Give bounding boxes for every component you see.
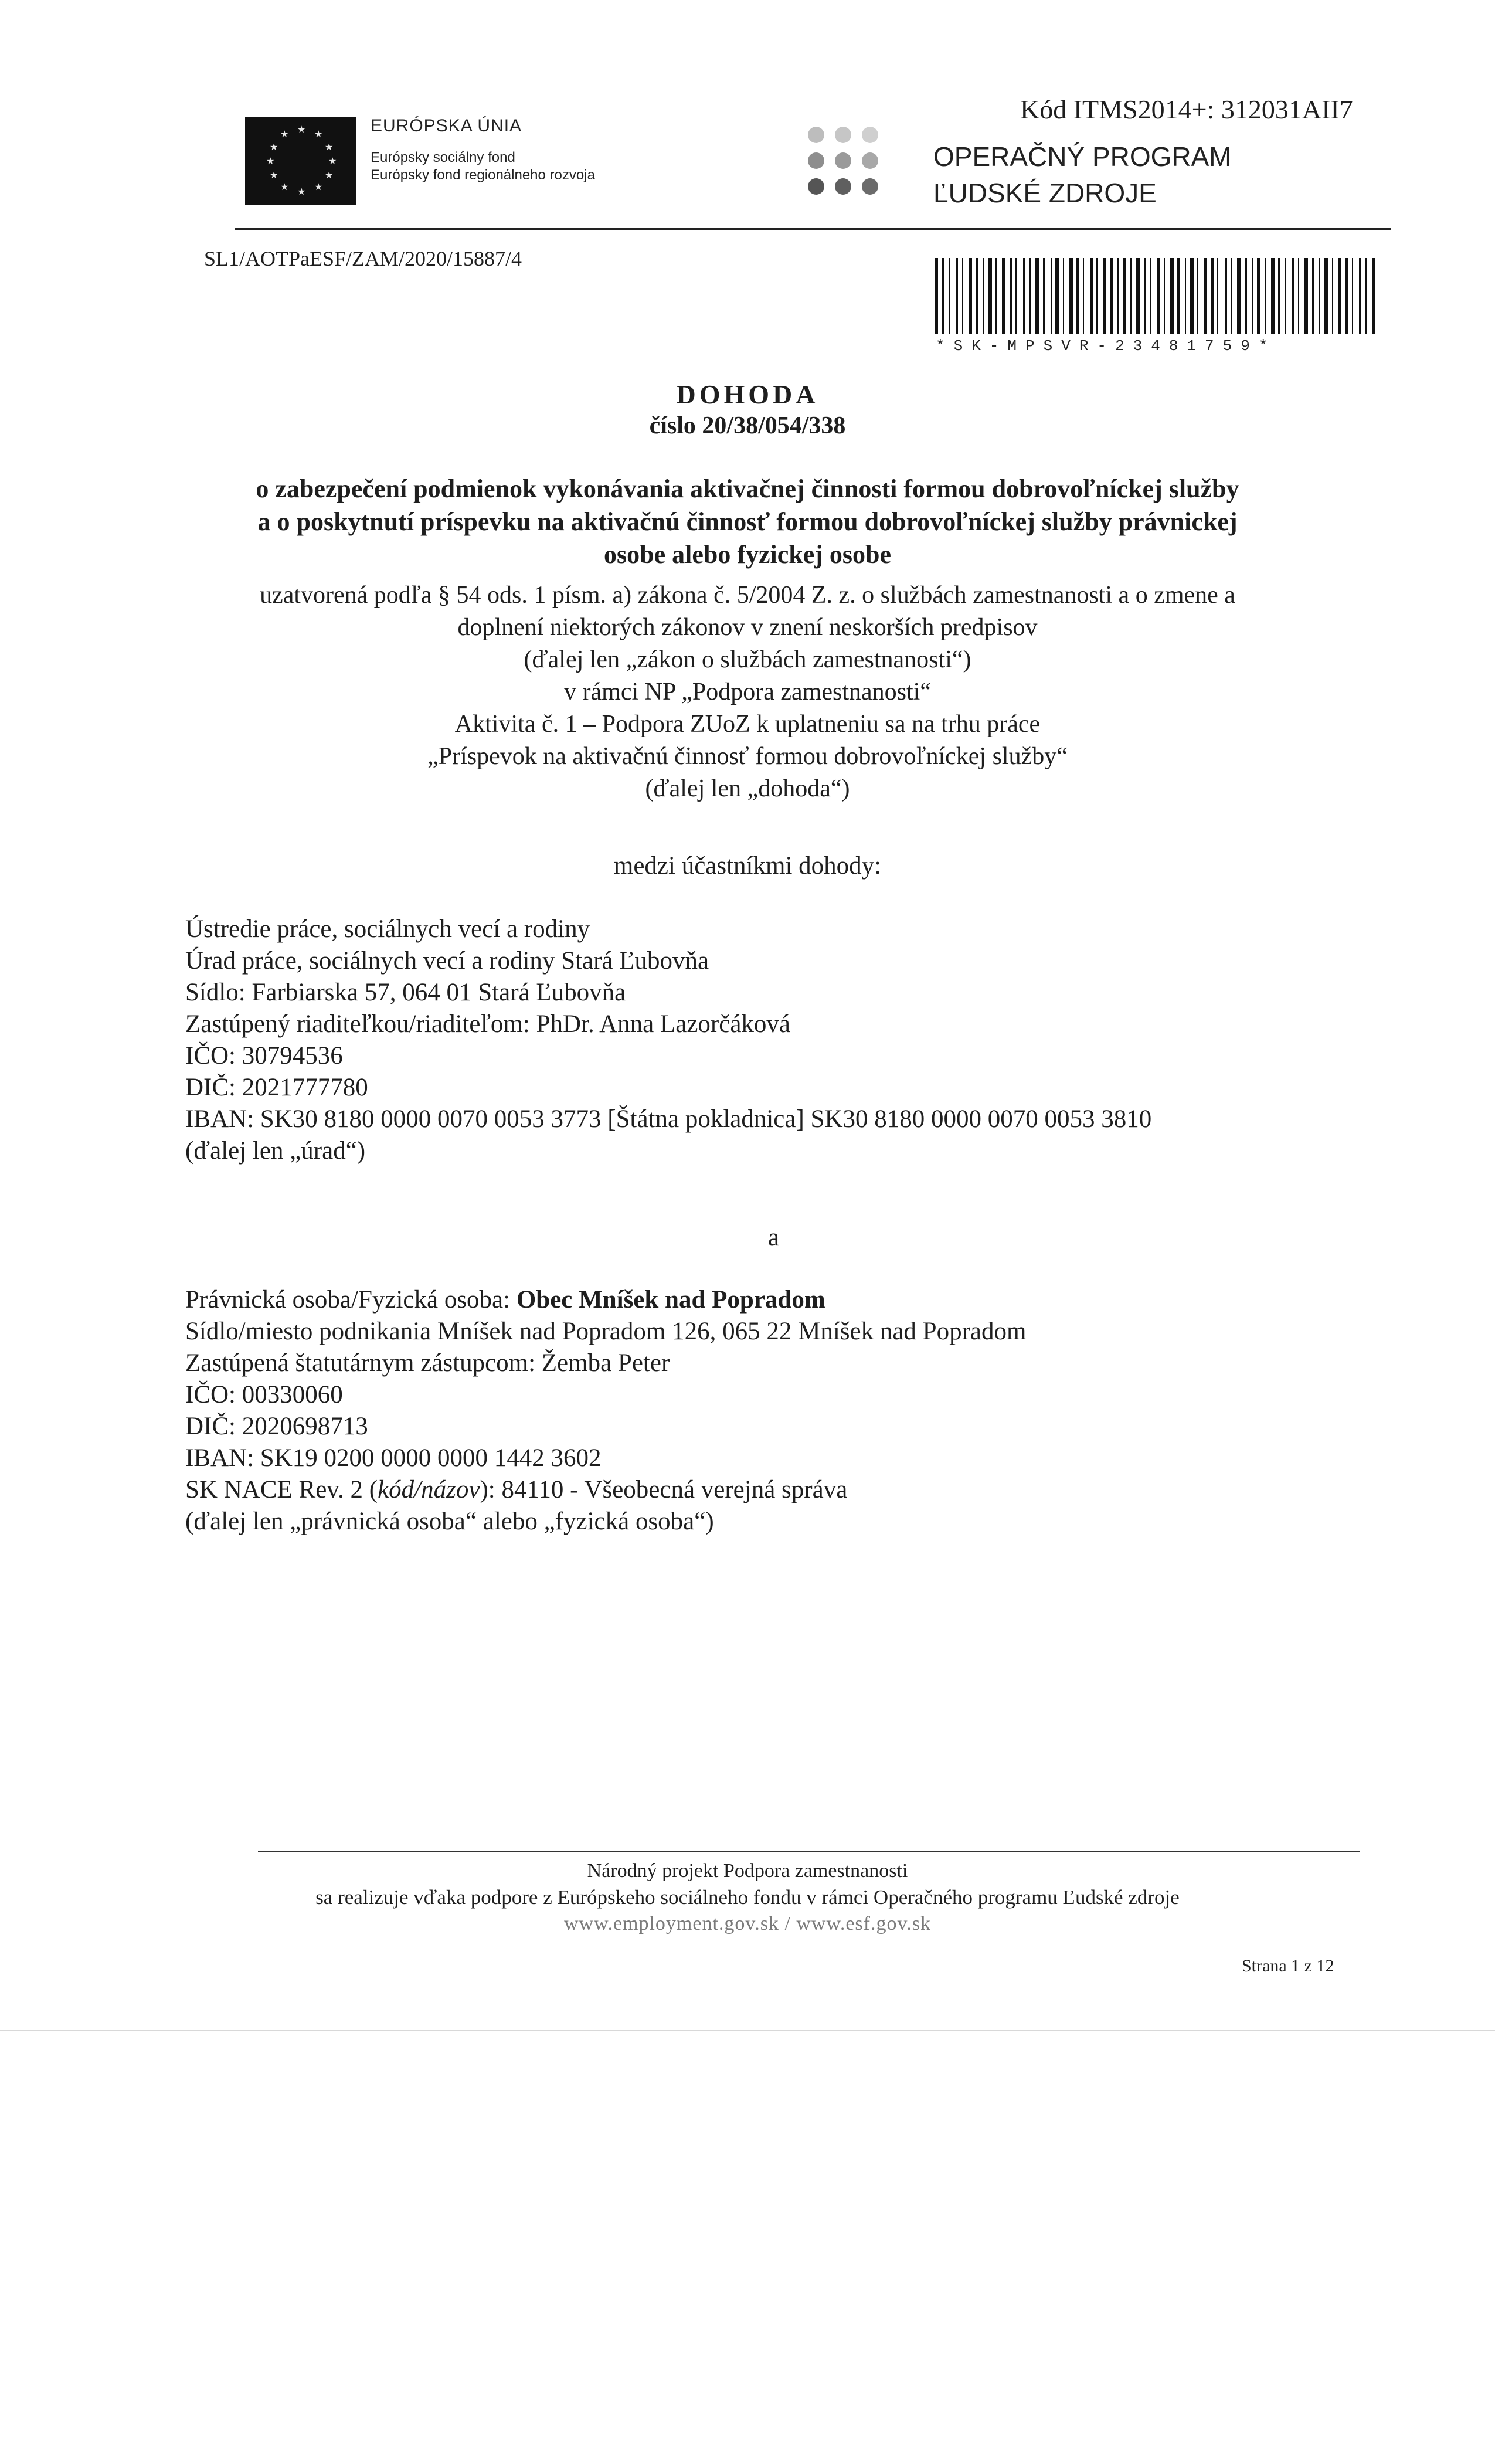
- parties-intro: medzi účastníkmi dohody:: [613, 852, 882, 880]
- barcode-bar: [1185, 258, 1186, 334]
- op-dots-logo-icon: [808, 127, 896, 209]
- legal-basis: [176, 579, 1319, 805]
- party-legal-entity: [185, 1284, 1026, 1538]
- barcode-bar: [1217, 258, 1218, 334]
- barcode-bar: [1090, 258, 1093, 334]
- barcode-bar: [1123, 258, 1126, 334]
- programme-line-2: ĽUDSKÉ ZDROJE: [933, 178, 1157, 208]
- subject-line: o zabezpečení podmienok vykonávania aktivačnej činnosti formou dobrovoľníckej služby: [256, 474, 1239, 503]
- barcode-bar: [1002, 258, 1005, 334]
- entity-label: Právnická osoba/Fyzická osoba:: [185, 1286, 517, 1314]
- barcode-bar: [983, 258, 984, 334]
- eu-fund-regional: Európsky fond regionálneho rozvoja: [371, 167, 595, 183]
- legal-line: v rámci NP „Podpora zamestnanosti“: [564, 678, 931, 705]
- barcode-bar: [1285, 258, 1286, 334]
- barcode-bar: [1365, 258, 1367, 334]
- barcode-bar: [956, 258, 958, 334]
- entity-name-line: [185, 1284, 1026, 1316]
- party-line: Sídlo: Farbiarska 57, 064 01 Stará Ľubovňa: [185, 979, 626, 1006]
- legal-line: (ďalej len „zákon o službách zamestnanosti“): [524, 646, 971, 673]
- itms-code: Kód ITMS2014+: 312031AII7: [1020, 94, 1353, 124]
- agreement-number: číslo 20/38/054/338: [649, 412, 846, 439]
- barcode: [932, 258, 1384, 340]
- barcode-bar: [942, 258, 944, 334]
- barcode-bar: [1332, 258, 1333, 334]
- barcode-bar: [1015, 258, 1017, 334]
- barcode-bar: [1237, 258, 1241, 334]
- barcode-bar: [1204, 258, 1207, 334]
- party-line: IČO: 30794536: [185, 1042, 343, 1070]
- party-line: IČO: 00330060: [185, 1381, 343, 1409]
- nace-line: [185, 1474, 1026, 1506]
- barcode-bar: [1372, 258, 1375, 334]
- barcode-bar: [1252, 258, 1253, 334]
- barcode-bar: [1063, 258, 1064, 334]
- legal-line: „Príspevok na aktivačnú činnosť formou dobrovoľníckej služby“: [427, 743, 1068, 770]
- barcode-bar: [1051, 258, 1052, 334]
- barcode-bar: [1069, 258, 1073, 334]
- legal-line: Aktivita č. 1 – Podpora ZUoZ k uplatneniu sa na trhu práce: [454, 711, 1041, 738]
- barcode-bar: [935, 258, 938, 334]
- barcode-bar: [976, 258, 978, 334]
- barcode-bar: [1117, 258, 1119, 334]
- barcode-bar: [1298, 258, 1299, 334]
- footer-divider: [258, 1851, 1360, 1852]
- party-line: (ďalej len „úrad“): [185, 1137, 366, 1165]
- party-line: Ústredie práce, sociálnych vecí a rodiny: [185, 915, 590, 943]
- footer-links: www.employment.gov.sk / www.esf.gov.sk: [563, 1913, 931, 1934]
- barcode-bar: [1211, 258, 1214, 334]
- entity-name: Obec Mníšek nad Popradom: [516, 1286, 825, 1314]
- barcode-bar: [949, 258, 950, 334]
- barcode-bar: [1144, 258, 1146, 334]
- legal-line: uzatvorená podľa § 54 ods. 1 písm. a) zákona č. 5/2004 Z. z. o službách zamestnanosti a o zmene a: [260, 582, 1235, 609]
- barcode-bar: [1245, 258, 1247, 334]
- page-number: Strana 1 z 12: [1242, 1956, 1334, 1976]
- party-line: Zastúpená štatutárnym zástupcom: Žemba Peter: [185, 1349, 670, 1377]
- barcode-bar: [1029, 258, 1031, 334]
- barcode-bar: [1304, 258, 1308, 334]
- legal-line: doplnení niektorých zákonov v znení neskorších predpisov: [457, 614, 1038, 641]
- barcode-bar: [1231, 258, 1232, 334]
- nace-value: ): 84110 - Všeobecná verejná správa: [480, 1476, 848, 1503]
- barcode-bar: [1150, 258, 1151, 334]
- legal-line: (ďalej len „dohoda“): [645, 775, 850, 802]
- barcode-bar: [1103, 258, 1106, 334]
- party-line: DIČ: 2021777780: [185, 1074, 368, 1101]
- barcode-bar: [1035, 258, 1039, 334]
- eu-logo-text: [371, 116, 595, 184]
- barcode-bar: [1177, 258, 1180, 334]
- barcode-bar: [1312, 258, 1314, 334]
- barcode-bar: [1278, 258, 1280, 334]
- subject-line: a o poskytnutí príspevku na aktivačnú činnosť formou dobrovoľníckej služby právnickej: [257, 507, 1238, 536]
- reference-number: SL1/AOTPaESF/ZAM/2020/15887/4: [204, 247, 522, 270]
- header-divider: [235, 228, 1391, 230]
- barcode-bar: [962, 258, 963, 334]
- barcode-bar: [1190, 258, 1194, 334]
- nace-prefix: SK NACE Rev. 2 (: [185, 1476, 378, 1503]
- barcode-bar: [1338, 258, 1341, 334]
- footer-funding: sa realizuje vďaka podpore z Európskeho sociálneho fondu v rámci Operačného programu Ľudské zdroje: [315, 1886, 1180, 1909]
- eu-fund-social: Európsky sociálny fond: [371, 150, 515, 165]
- barcode-bar: [1110, 258, 1113, 334]
- barcode-bar: [1352, 258, 1353, 334]
- party-line: Zastúpený riaditeľkou/riaditeľom: PhDr. Anna Lazorčáková: [185, 1010, 790, 1038]
- operational-programme-name: [933, 138, 1232, 211]
- barcode-bar: [1043, 258, 1045, 334]
- barcode-bar: [1157, 258, 1160, 334]
- barcode-bar: [1257, 258, 1260, 334]
- barcode-bar: [1324, 258, 1328, 334]
- barcode-bar: [1292, 258, 1294, 334]
- barcode-bar: [1010, 258, 1012, 334]
- barcode-bar: [1170, 258, 1174, 334]
- barcode-bar: [1076, 258, 1079, 334]
- barcode-bar: [1083, 258, 1084, 334]
- agreement-subject: [176, 473, 1319, 571]
- party-line: Sídlo/miesto podnikania Mníšek nad Popradom 126, 065 22 Mníšek nad Popradom: [185, 1318, 1027, 1345]
- eu-flag-icon: ★ ★ ★ ★ ★ ★ ★ ★ ★ ★ ★ ★: [245, 117, 356, 205]
- barcode-bar: [1225, 258, 1227, 334]
- barcode-bar: [1096, 258, 1098, 334]
- party-labour-office: [185, 914, 1151, 1167]
- barcode-bar: [1265, 258, 1266, 334]
- barcode-bar: [1197, 258, 1198, 334]
- blank-area: [0, 2030, 1495, 2464]
- party-line: DIČ: 2020698713: [185, 1413, 368, 1440]
- party-line: Úrad práce, sociálnych vecí a rodiny Stará Ľubovňa: [185, 947, 709, 975]
- document-title: DOHODA: [676, 379, 819, 409]
- party-line: IBAN: SK30 8180 0000 0070 0053 3773 [Štátna pokladnica] SK30 8180 0000 0070 0053 3810: [185, 1105, 1152, 1133]
- barcode-bar: [1359, 258, 1361, 334]
- programme-line-1: OPERAČNÝ PROGRAM: [933, 141, 1232, 172]
- barcode-bar: [995, 258, 997, 334]
- barcode-bar: [1346, 258, 1348, 334]
- barcode-bar: [969, 258, 972, 334]
- barcode-bar: [1023, 258, 1025, 334]
- barcode-text: *SK-MPSVR-23481759*: [936, 337, 1277, 355]
- eu-title: EURÓPSKA ÚNIA: [371, 116, 522, 135]
- barcode-bar: [988, 258, 992, 334]
- party-line: IBAN: SK19 0200 0000 0000 1442 3602: [185, 1444, 602, 1472]
- barcode-bar: [1136, 258, 1140, 334]
- barcode-bar: [1164, 258, 1165, 334]
- barcode-bar: [1319, 258, 1320, 334]
- footer-project: Národný projekt Podpora zamestnanosti: [587, 1860, 908, 1882]
- barcode-bar: [1130, 258, 1132, 334]
- nace-code-label: kód/názov: [378, 1476, 480, 1503]
- party-line: (ďalej len „právnická osoba“ alebo „fyzická osoba“): [185, 1508, 714, 1535]
- barcode-bar: [1055, 258, 1059, 334]
- and-conjunction: a: [768, 1224, 780, 1251]
- barcode-bar: [1271, 258, 1275, 334]
- subject-line: osobe alebo fyzickej osobe: [603, 540, 892, 569]
